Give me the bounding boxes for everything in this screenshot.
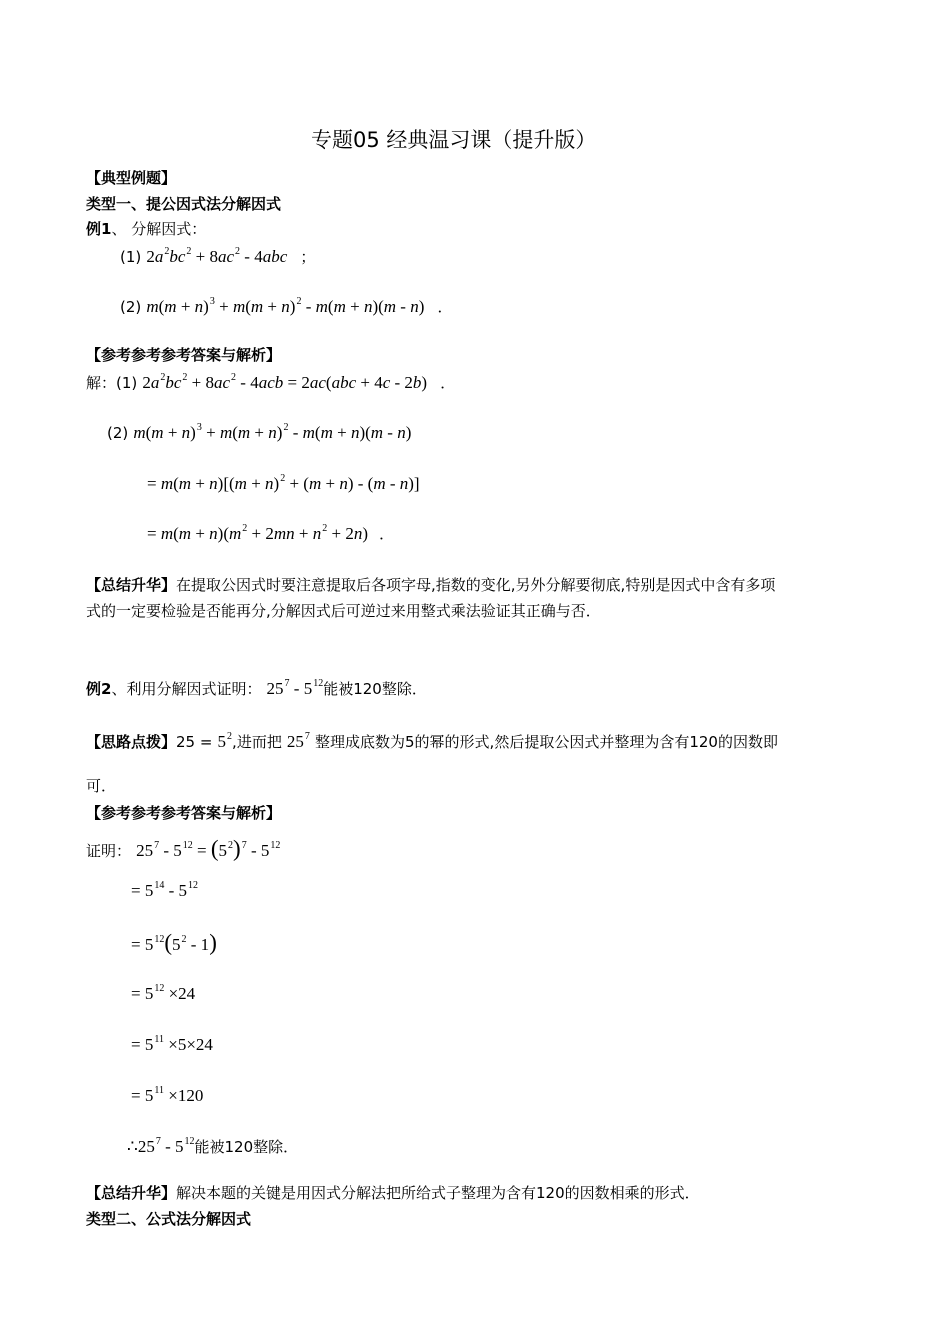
hint-line2: 可． [86,777,117,795]
solution1-part1-formula: $2a^2bc^2 + 8ac^2 - 4acb = 2ac(abc + 4c - 2b)$ [142,372,428,392]
proof-formula-3: = $5^{12}(5^2 - 1)$ [131,930,217,955]
type2-heading: 类型二、公式法分解因式 [86,1210,252,1228]
solution1-part1-end: ． [440,374,456,392]
proof-formula-1: $25^7 - 5^{12} = (5^2)^7 - 5^{12}$ [136,836,281,861]
solution1-prefix: 解：(1) [86,374,138,392]
proof-line1 [86,838,280,865]
example1-part1 [120,246,315,271]
example1-sep: 、 [111,220,127,238]
hint-label: 【思路点拨】 [86,733,177,751]
example1-part2 [120,296,453,321]
example1-part1-label: (1) [120,248,142,266]
answer-heading-2: 【参考参考参考答案与解析】 [86,804,282,822]
example1-part1-end: ； [300,248,316,266]
example1-text: 分解因式： [131,220,207,238]
hint-line1 [86,731,778,756]
proof-conclusion [127,1136,298,1161]
proof-conclusion-text: 能被120整除． [194,1138,299,1156]
solution1-part1 [86,372,455,397]
proof-formula-5: = $5^{11} \times 5\times 24$ [131,1034,213,1054]
solution1-part2-line1 [107,422,411,447]
proof-formula-4: = $5^{12} \times 24$ [131,983,196,1003]
solution1-part2-end: ． [379,525,395,543]
solution1-part2-formula-3: = $m(m + n)(m^2 + 2mn + n^2 + 2n)$ [147,523,369,543]
hint-text-c: 整理成底数为5的幂的形式,然后提取公因式并整理为含有120的因数即 [315,733,778,751]
page-title: 专题05 经典温习课（提升版） [311,128,597,152]
proof-formula-2: = $5^{14} - 5^{12}$ [131,880,199,900]
example2-statement [86,678,427,703]
proof-conclusion-formula: $\therefore 25^7 - 5^{12}$ [127,1136,195,1156]
summary1-text-1: 在提取公因式时要注意提取后各项字母,指数的变化,另外分解要彻底,特别是因式中含有多项 [176,576,776,594]
solution1-part2-label: (2) [107,424,129,442]
summary2 [86,1183,700,1203]
example1-part2-end: ． [437,298,453,316]
example2-formula: $25^7 - 5^{12}$ [266,678,324,698]
example1-label: 例1 [86,220,112,238]
example1-part2-formula: $m(m + n)^3 + m(m + n)^2 - m(m + n)(m - n)$ [146,296,425,316]
solution1-part2-formula-1: $m(m + n)^3 + m(m + n)^2 - m(m + n)(m - n)$ [133,422,412,442]
type1-heading: 类型一、提公因式法分解因式 [86,195,282,213]
example2-label: 例2 [86,680,112,698]
summary1-line2: 式的一定要检验是否能再分,分解因式后可逆过来用整式乘法验证其正确与否． [86,602,601,620]
example1-statement [86,219,206,239]
hint-text-b: ,进而把 [232,733,282,751]
summary1-line1 [86,575,775,595]
summary2-text: 解决本题的关键是用因式分解法把所给式子整理为含有120的因数相乘的形式． [176,1184,700,1202]
example1-part2-label: (2) [120,298,142,316]
solution1-part2-line3 [147,523,394,548]
hint-formula-2: $25^7$ [286,731,310,751]
solution1-part2-formula-2: = $m(m + n)[(m + n)^2 + (m + n) - (m - n)]$ [147,473,420,493]
proof-prefix: 证明： [86,842,132,860]
proof-formula-6: = $5^{11} \times 120$ [131,1085,204,1105]
example2-text-b: 能被120整除． [323,680,427,698]
summary2-label: 【总结升华】 [86,1184,177,1202]
answer-heading-1: 【参考参考参考答案与解析】 [86,346,282,364]
hint-text-a: 25 = [176,733,213,751]
summary1-label: 【总结升华】 [86,576,177,594]
hint-formula-1: $5^2$ [217,731,233,751]
example2-text-a: 、利用分解因式证明： [111,680,262,698]
example1-part1-formula: $2a^2bc^2 + 8ac^2 - 4abc$ [146,246,288,266]
section-heading-typical-examples: 【典型例题】 [86,169,177,187]
